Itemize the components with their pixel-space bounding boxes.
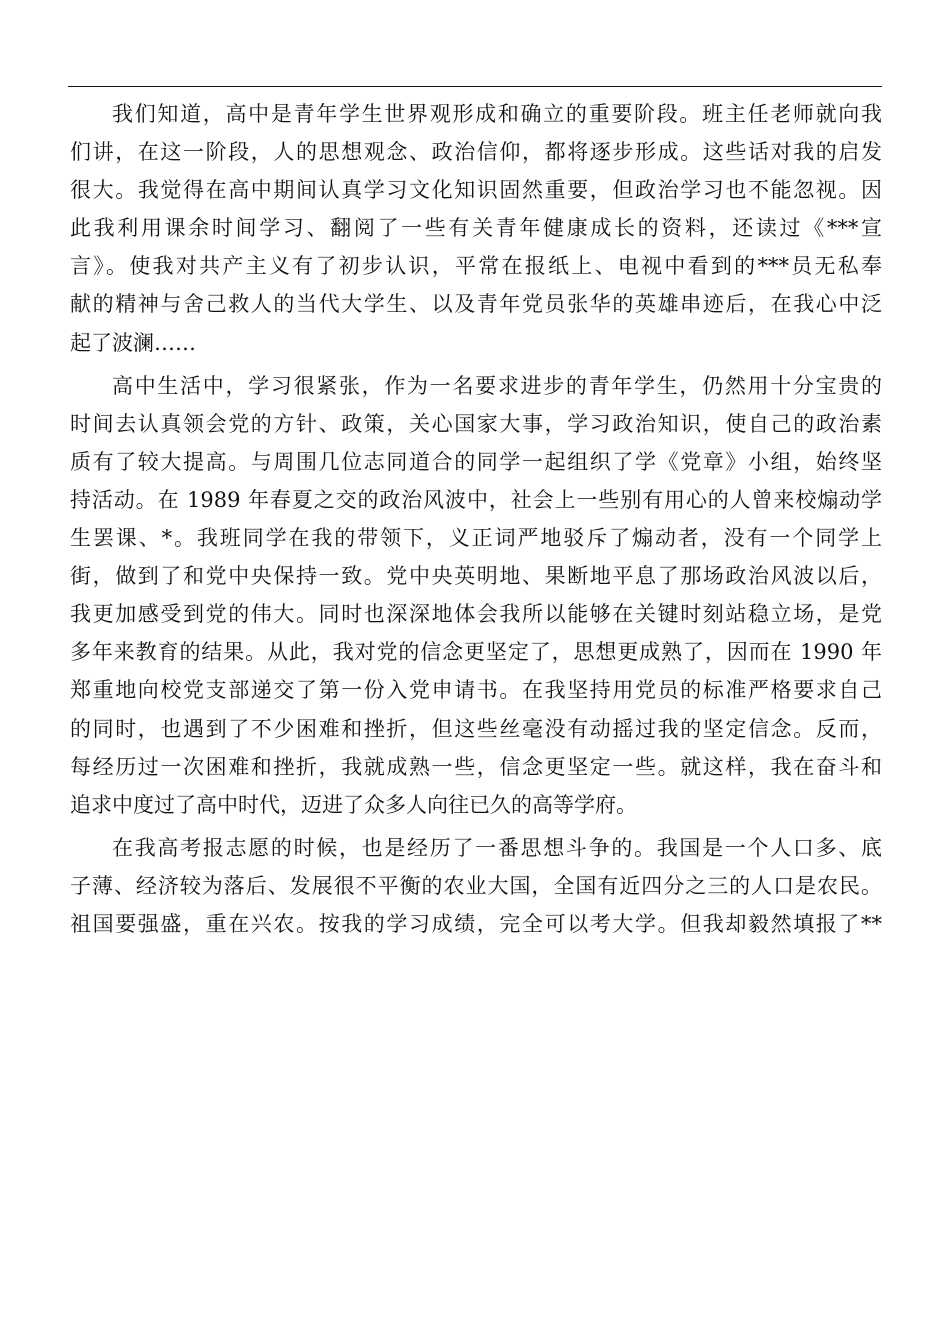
text-line: 言》。使我对共产主义有了初步认识，平常在报纸上、电视中看到的***员无私奉 xyxy=(70,254,882,279)
paragraph-3 xyxy=(70,829,882,943)
text-line: 高中生活中，学习很紧张，作为一名要求进步的青年学生，仍然用十分宝贵的 xyxy=(112,373,882,398)
text-line: 我更加感受到党的伟大。同时也深深地体会我所以能够在关键时刻站稳立场，是党 xyxy=(70,602,882,627)
text-line: 起了波澜…… xyxy=(70,330,196,355)
text-line: 的同时，也遇到了不少困难和挫折，但这些丝毫没有动摇过我的坚定信念。反而， xyxy=(70,716,882,741)
text-line: 生罢课、*。我班同学在我的带领下，义正词严地驳斥了煽动者，没有一个同学上 xyxy=(70,526,882,551)
text-line: 我们知道，高中是青年学生世界观形成和确立的重要阶段。班主任老师就向我 xyxy=(112,102,882,126)
body-text xyxy=(70,95,882,943)
text-line: 在我高考报志愿的时候，也是经历了一番思想斗争的。我国是一个人口多、底 xyxy=(112,835,882,860)
text-line: 质有了较大提高。与周围几位志同道合的同学一起组织了学《党章》小组，始终坚 xyxy=(70,449,882,474)
text-line: 每经历过一次困难和挫折，我就成熟一些，信念更坚定一些。就这样，我在奋斗和 xyxy=(70,754,882,779)
text-line: 子薄、经济较为落后、发展很不平衡的农业大国，全国有近四分之三的人口是农民。 xyxy=(70,873,882,898)
header-rule xyxy=(68,86,882,87)
text-line: 持活动。在 1989 年春夏之交的政治风波中，社会上一些别有用心的人曾来校煽动学 xyxy=(70,487,882,512)
text-line: 此我利用课余时间学习、翻阅了一些有关青年健康成长的资料，还读过《***宣 xyxy=(70,216,882,241)
text-line: 们讲，在这一阶段，人的思想观念、政治信仰，都将逐步形成。这些话对我的启发 xyxy=(70,140,882,165)
text-line: 很大。我觉得在高中期间认真学习文化知识固然重要，但政治学习也不能忽视。因 xyxy=(70,178,882,203)
text-line: 追求中度过了高中时代，迈进了众多人向往已久的高等学府。 xyxy=(70,792,637,817)
text-line: 时间去认真领会党的方针、政策，关心国家大事，学习政治知识，使自己的政治素 xyxy=(70,411,882,436)
text-line: 祖国要强盛，重在兴农。按我的学习成绩，完全可以考大学。但我却毅然填报了** xyxy=(70,911,882,936)
text-line: 郑重地向校党支部递交了第一份入党申请书。在我坚持用党员的标准严格要求自己 xyxy=(70,678,882,703)
paragraph-2 xyxy=(70,367,882,824)
paragraph-1 xyxy=(70,95,882,362)
text-line: 献的精神与舍己救人的当代大学生、以及青年党员张华的英雄串迹后，在我心中泛 xyxy=(70,292,882,317)
text-line: 多年来教育的结果。从此，我对党的信念更坚定了，思想更成熟了，因而在 1990 年 xyxy=(70,640,882,665)
text-line: 街，做到了和党中央保持一致。党中央英明地、果断地平息了那场政治风波以后， xyxy=(70,564,882,589)
